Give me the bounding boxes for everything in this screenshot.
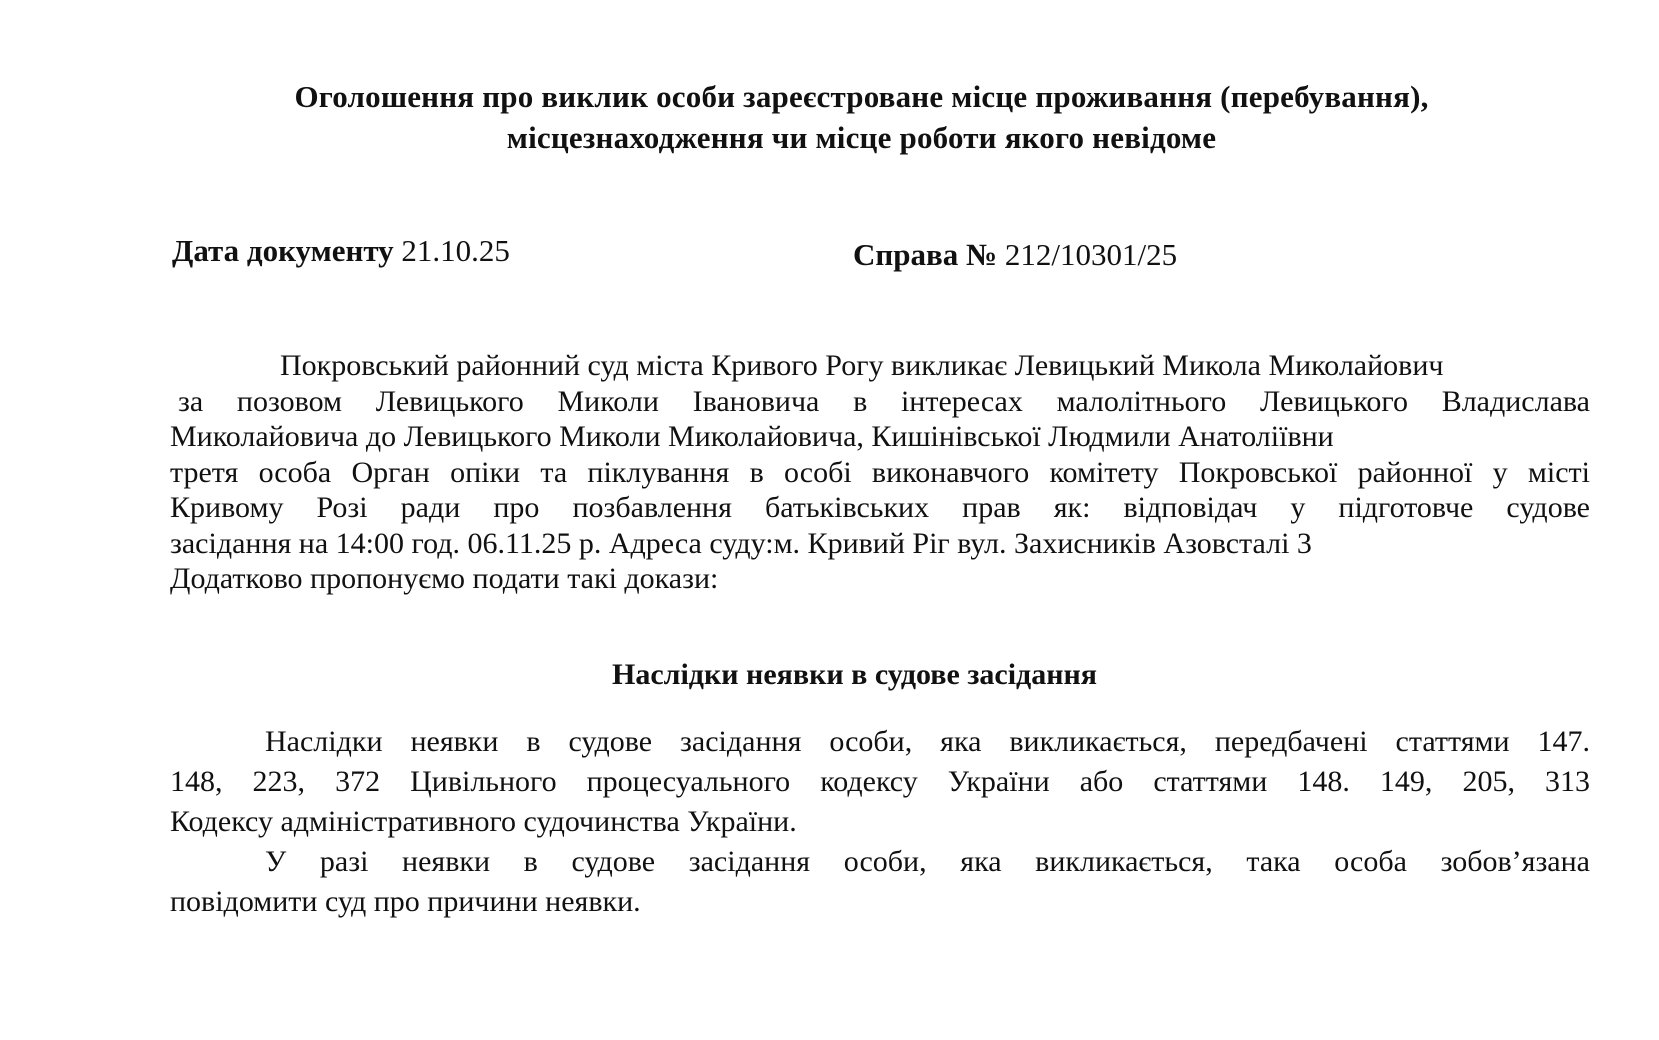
body-line: засідання на 14:00 год. 06.11.25 р. Адреса суду:м. Кривий Ріг вул. Захисників Азовсталі 3: [170, 526, 1312, 560]
consequences-line: 148, 223, 372 Цивільного процесуального кодексу України або статтями 148. 149, 205, 313: [170, 765, 1590, 798]
date-value: 21.10.25: [401, 233, 510, 268]
body-line: Кривому Розі ради про позбавлення батьківських прав як: відповідач у підготовче судове: [170, 491, 1590, 524]
case-value: 212/10301/25: [1004, 237, 1178, 272]
consequences-body: [170, 722, 1590, 922]
body-line: Покровський районний суд міста Кривого Рогу викликає Левицький Микола Миколайович: [280, 349, 1444, 382]
document-date: [172, 231, 510, 271]
body-line: третя особа Орган опіки та піклування в особі виконавчого комітету Покровської районної у місті: [170, 455, 1590, 489]
case-label: Справа №: [853, 237, 998, 272]
body-line: Миколайовича до Левицького Миколи Миколайовича, Кишінівської Людмили Анатоліївни: [170, 420, 1334, 453]
summons-body: [170, 348, 1590, 597]
consequences-heading: Наслідки неявки в судове засідання: [611, 658, 1098, 691]
consequences-line: повідомити суд про причини неявки.: [170, 885, 641, 918]
consequences-line: Кодексу адміністративного судочинства України.: [170, 805, 797, 838]
consequences-line: У разі неявки в судове засідання особи, яка викликається, така особа зобов’язана: [265, 845, 1590, 878]
consequences-line: Наслідки неявки в судове засідання особи, яка викликається, передбачені статтями 147.: [265, 725, 1590, 758]
case-number: [853, 235, 1177, 275]
date-label: Дата документу: [172, 233, 394, 268]
document-title-line-2: місцезнаходження чи місце роботи якого невідоме: [506, 120, 1217, 155]
body-line: за позовом Левицького Миколи Івановича в інтересах малолітнього Левицького Владислава: [178, 384, 1590, 418]
body-line: Додатково пропонуємо подати такі докази:: [170, 562, 719, 595]
document-title-line-1: Оголошення про виклик особи зареєстроване місце проживання (перебування),: [294, 79, 1429, 114]
